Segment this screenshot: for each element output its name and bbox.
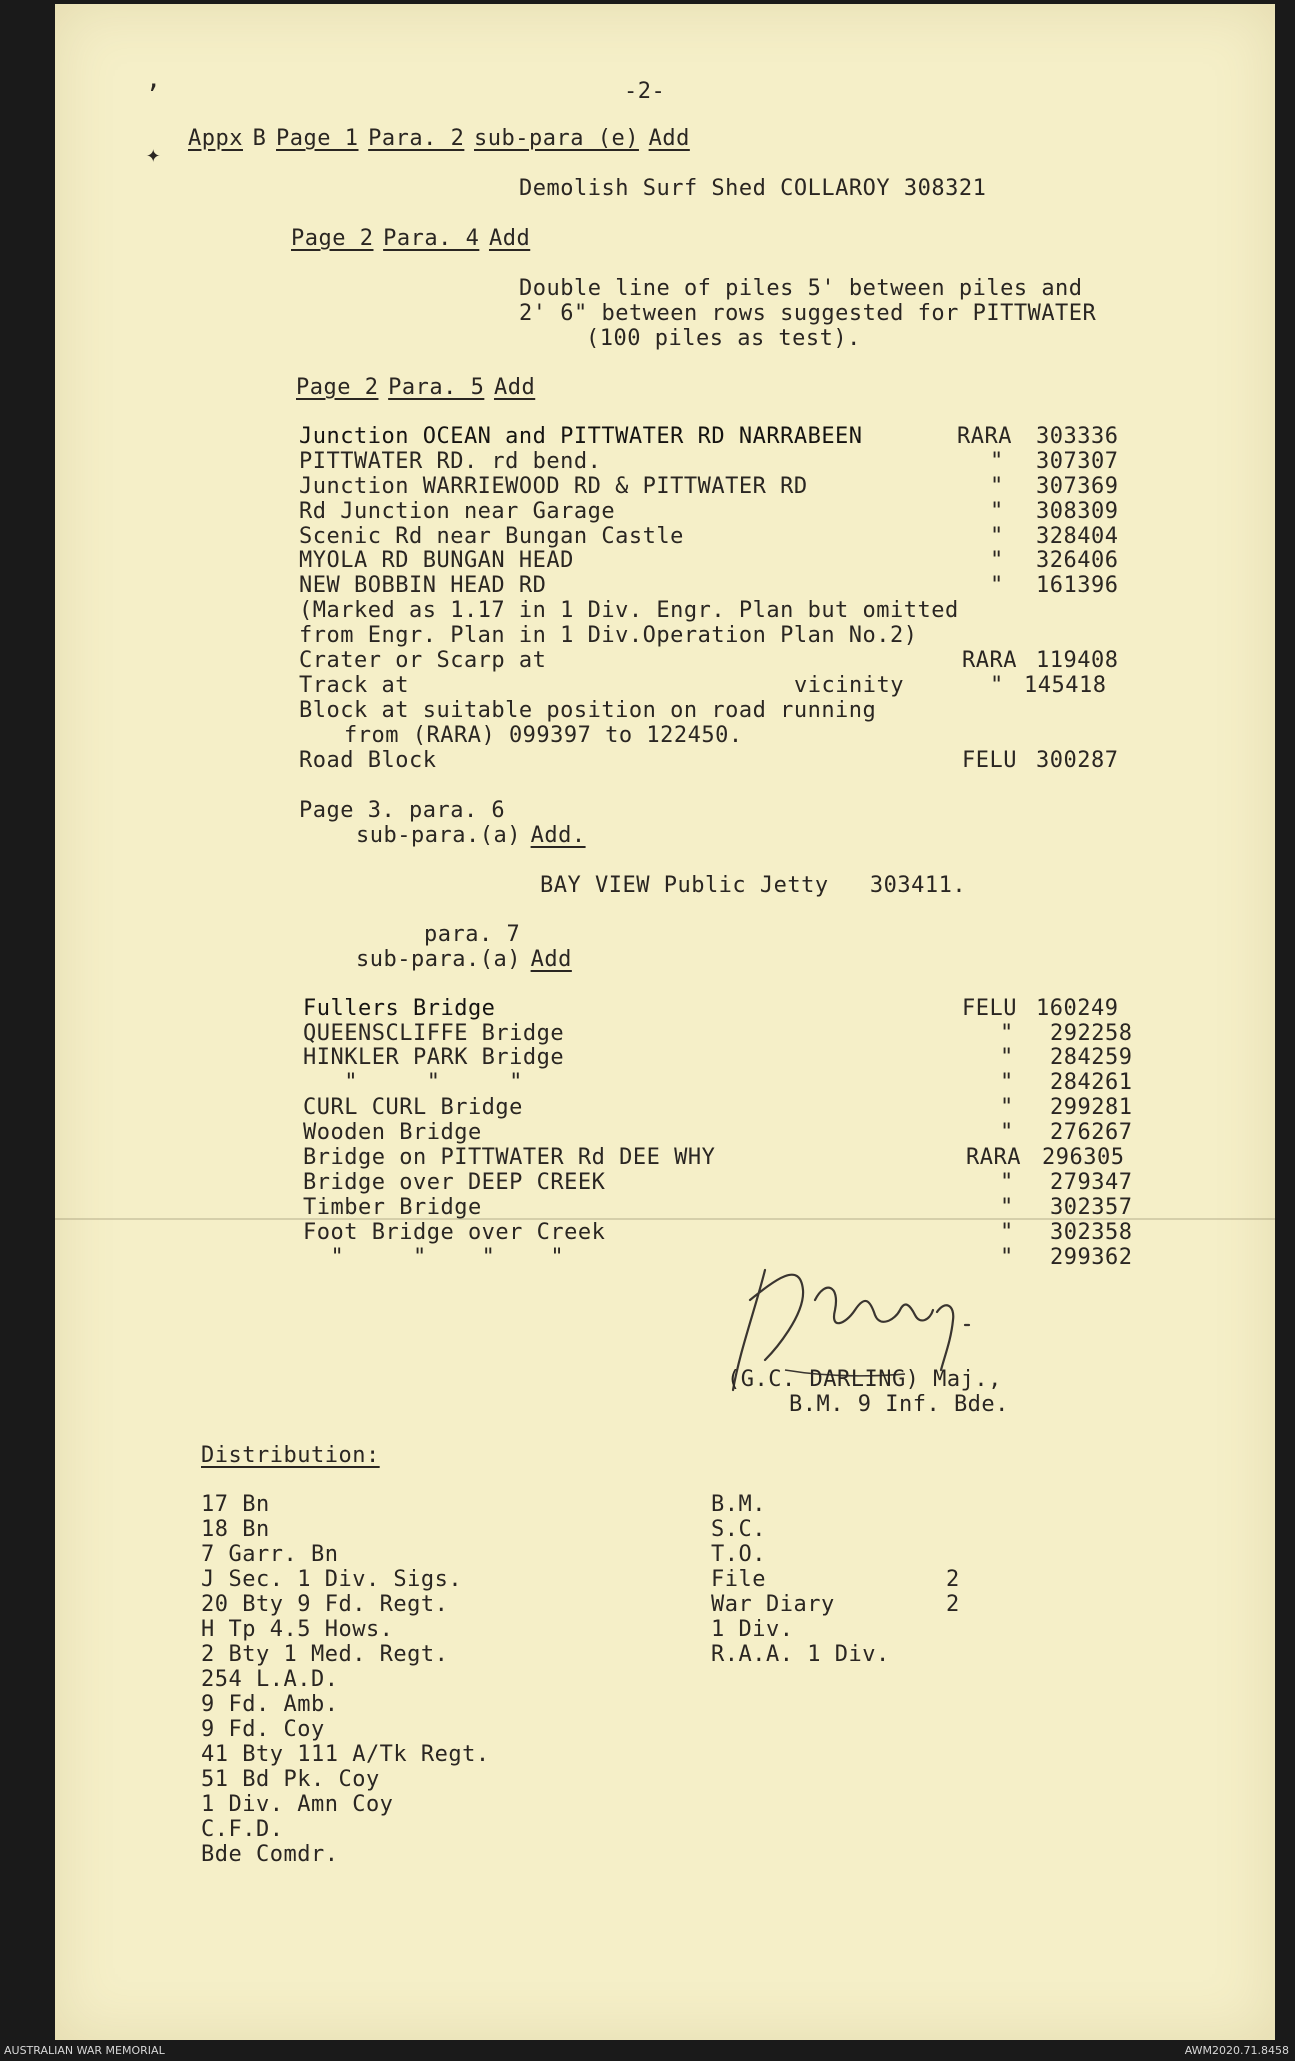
distribution-item: 9 Fd. Amb. — [201, 1692, 339, 1717]
road-ref: 307369 — [1036, 474, 1119, 499]
road-grid: " — [990, 449, 1004, 474]
demolish-item: Demolish Surf Shed COLLAROY 308321 — [519, 176, 987, 201]
piles-line: (100 piles as test). — [586, 326, 861, 351]
header-page: Page 1 — [276, 126, 359, 151]
bridge-ref: 160249 — [1036, 996, 1119, 1021]
section-add: Add — [488, 226, 531, 251]
bridge-ref: 284259 — [1050, 1045, 1133, 1070]
bridge-ref: 279347 — [1050, 1170, 1133, 1195]
road-grid: RARA — [957, 424, 1012, 449]
road-label: PITTWATER RD. rd bend. — [299, 449, 602, 474]
section-page: Page 2 — [291, 226, 374, 251]
bridge-ref: 299362 — [1050, 1245, 1133, 1270]
bridge-label: QUEENSCLIFFE Bridge — [303, 1021, 565, 1046]
distribution-item: B.M. — [711, 1492, 766, 1517]
bridge-grid: FELU — [962, 996, 1017, 1021]
bridge-label: Bridge on PITTWATER Rd DEE WHY — [303, 1145, 716, 1170]
header-appx: Appx — [188, 126, 243, 151]
distribution-item: T.O. — [711, 1542, 766, 1567]
crater-grid: RARA — [962, 648, 1017, 673]
roadblock-grid: FELU — [962, 748, 1017, 773]
distribution-item: S.C. — [711, 1517, 766, 1542]
bridge-grid: RARA — [966, 1145, 1021, 1170]
distribution-item: 51 Bd Pk. Coy — [201, 1767, 380, 1792]
block-line: Block at suitable position on road running — [299, 698, 877, 723]
archive-footer-left: AUSTRALIAN WAR MEMORIAL — [4, 2044, 165, 2057]
piles-line: Double line of piles 5' between piles and — [519, 276, 1083, 301]
bridge-label: Bridge over DEEP CREEK — [303, 1170, 606, 1195]
bridge-label: " " " " — [303, 1245, 565, 1270]
road-grid: " — [990, 474, 1004, 499]
distribution-item: J Sec. 1 Div. Sigs. — [201, 1567, 463, 1592]
bridge-grid: " — [1000, 1220, 1014, 1245]
road-grid: " — [990, 524, 1004, 549]
signatory-name: (G.C. DARLING) Maj., — [727, 1367, 1002, 1392]
bridge-label: Fullers Bridge — [303, 996, 496, 1021]
subpara-add: Add. — [530, 823, 586, 848]
distribution-item: 254 L.A.D. — [201, 1667, 339, 1692]
marked-note: from Engr. Plan in 1 Div.Operation Plan No.2) — [299, 623, 918, 648]
subpara-label: sub-para.(a) — [356, 947, 521, 972]
archive-footer-right: AWM2020.71.8458 — [1184, 2044, 1289, 2057]
section-para7: para. 7 — [424, 922, 521, 947]
section-para: Para. 5 — [388, 375, 485, 400]
bridge-label: Wooden Bridge — [303, 1120, 482, 1145]
bridge-grid: " — [1000, 1045, 1014, 1070]
track-ref: 145418 — [1024, 673, 1107, 698]
road-ref: 303336 — [1036, 424, 1119, 449]
bridge-grid: " — [1000, 1070, 1014, 1095]
bridge-grid: " — [1000, 1195, 1014, 1220]
section-page: Page 2 — [296, 375, 379, 400]
bridge-label: HINKLER PARK Bridge — [303, 1045, 565, 1070]
margin-mark-star: ✦ — [146, 140, 161, 168]
distribution-item: 41 Bty 111 A/Tk Regt. — [201, 1742, 490, 1767]
section-subpara-a — [356, 948, 572, 972]
road-label: Junction OCEAN and PITTWATER RD NARRABEEN — [299, 424, 863, 449]
subpara-add: Add — [530, 947, 572, 972]
marked-note: (Marked as 1.17 in 1 Div. Engr. Plan but omitted — [299, 598, 959, 623]
crater-ref: 119408 — [1036, 648, 1119, 673]
distribution-item: File — [711, 1567, 766, 1592]
bridge-grid: " — [1000, 1245, 1014, 1270]
page-number: -2- — [624, 79, 666, 104]
road-ref: 326406 — [1036, 548, 1119, 573]
distribution-item: H Tp 4.5 Hows. — [201, 1617, 394, 1642]
bridge-grid: " — [1000, 1021, 1014, 1046]
road-ref: 328404 — [1036, 524, 1119, 549]
header-b: B — [252, 126, 267, 151]
section-page2-para5 — [296, 376, 535, 400]
bridge-ref: 296305 — [1042, 1145, 1125, 1170]
distribution-item: 18 Bn — [201, 1517, 270, 1542]
jetty-item: BAY VIEW Public Jetty 303411. — [540, 873, 967, 898]
distribution-item: 1 Div. — [711, 1617, 794, 1642]
distribution-qty: 2 — [946, 1567, 960, 1592]
bridge-label: CURL CURL Bridge — [303, 1095, 523, 1120]
road-label: NEW BOBBIN HEAD RD — [299, 573, 547, 598]
bridge-label: " " " — [303, 1070, 523, 1095]
road-grid: " — [990, 548, 1004, 573]
road-grid: " — [990, 499, 1004, 524]
bridge-grid: " — [1000, 1120, 1014, 1145]
road-label: Junction WARRIEWOOD RD & PITTWATER RD — [299, 474, 808, 499]
bridge-ref: 292258 — [1050, 1021, 1133, 1046]
bridge-ref: 302357 — [1050, 1195, 1133, 1220]
track-label: Track at — [299, 673, 409, 698]
header-add: Add — [648, 126, 690, 151]
crater-label: Crater or Scarp at — [299, 648, 547, 673]
road-ref: 307307 — [1036, 449, 1119, 474]
header-para: Para. 2 — [368, 126, 465, 151]
road-grid: " — [990, 573, 1004, 598]
distribution-item: War Diary — [711, 1592, 835, 1617]
distribution-item: R.A.A. 1 Div. — [711, 1642, 890, 1667]
appendix-header — [188, 127, 690, 151]
roadblock-label: Road Block — [299, 748, 437, 773]
distribution-title: Distribution: — [201, 1443, 380, 1468]
section-para: Para. 4 — [383, 226, 480, 251]
bridge-label: Foot Bridge over Creek — [303, 1220, 606, 1245]
road-ref: 308309 — [1036, 499, 1119, 524]
section-subpara-a — [356, 824, 586, 848]
distribution-item: C.F.D. — [201, 1817, 284, 1842]
road-label: Rd Junction near Garage — [299, 499, 616, 524]
header-subpara: sub-para (e) — [474, 126, 639, 151]
bridge-label: Timber Bridge — [303, 1195, 482, 1220]
bridge-ref: 302358 — [1050, 1220, 1133, 1245]
section-add: Add — [493, 375, 536, 400]
road-label: Scenic Rd near Bungan Castle — [299, 524, 684, 549]
block-line: from (RARA) 099397 to 122450. — [344, 723, 743, 748]
track-grid: " — [990, 673, 1004, 698]
section-page3-para6: Page 3. para. 6 — [299, 798, 506, 823]
distribution-item: 17 Bn — [201, 1492, 270, 1517]
subpara-label: sub-para.(a) — [356, 823, 521, 848]
road-ref: 161396 — [1036, 573, 1119, 598]
distribution-item: 20 Bty 9 Fd. Regt. — [201, 1592, 449, 1617]
distribution-item: 1 Div. Amn Coy — [201, 1792, 394, 1817]
roadblock-ref: 300287 — [1036, 748, 1119, 773]
bridge-ref: 284261 — [1050, 1070, 1133, 1095]
distribution-qty: 2 — [946, 1592, 960, 1617]
bridge-grid: " — [1000, 1170, 1014, 1195]
bridge-ref: 299281 — [1050, 1095, 1133, 1120]
distribution-item: 2 Bty 1 Med. Regt. — [201, 1642, 449, 1667]
signatory-title: B.M. 9 Inf. Bde. — [789, 1392, 1009, 1417]
bridge-grid: " — [1000, 1095, 1014, 1120]
distribution-item: Bde Comdr. — [201, 1842, 339, 1867]
distribution-item: 7 Garr. Bn — [201, 1542, 339, 1567]
distribution-item: 9 Fd. Coy — [201, 1717, 325, 1742]
road-label: MYOLA RD BUNGAN HEAD — [299, 548, 574, 573]
track-vicinity: vicinity — [794, 673, 904, 698]
bridge-ref: 276267 — [1050, 1120, 1133, 1145]
margin-mark-tick: ’ — [145, 80, 161, 110]
piles-line: 2' 6" between rows suggested for PITTWATER — [519, 301, 1097, 326]
section-page2-para4 — [291, 227, 530, 251]
